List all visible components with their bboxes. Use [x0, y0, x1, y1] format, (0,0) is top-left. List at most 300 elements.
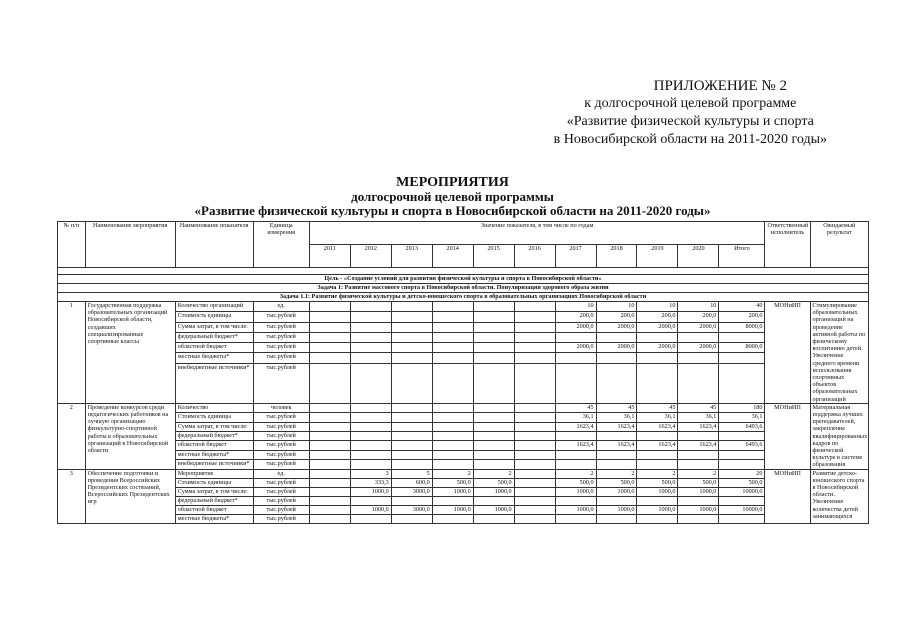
- value-cell: [432, 322, 473, 332]
- value-cell: [473, 441, 514, 450]
- year-cell: 2015: [473, 245, 514, 268]
- value-cell: 2000,0: [678, 343, 719, 353]
- value-cell: [432, 302, 473, 312]
- value-cell: 1623,4: [596, 441, 637, 450]
- value-cell: 333,3: [350, 478, 391, 487]
- value-cell: [391, 514, 432, 523]
- value-cell: 2000,0: [555, 322, 596, 332]
- unit-cell: тыс.рублей: [253, 413, 309, 422]
- value-cell: 1000,0: [596, 505, 637, 514]
- value-cell: [596, 332, 637, 342]
- header-number: № п/п: [58, 222, 86, 268]
- year-cell: 2019: [637, 245, 678, 268]
- value-cell: 1623,4: [596, 422, 637, 431]
- value-cell: [637, 332, 678, 342]
- value-cell: [391, 343, 432, 353]
- value-cell: [514, 432, 555, 441]
- value-cell: [596, 450, 637, 459]
- table-row: [58, 403, 869, 412]
- value-cell: 500,0: [596, 478, 637, 487]
- value-cell: 36,1: [719, 413, 765, 422]
- value-cell: 10000,0: [719, 505, 765, 514]
- unit-cell: тыс.рублей: [253, 450, 309, 459]
- value-cell: 500,0: [678, 478, 719, 487]
- header-values: Значение показателя, в том числе по годам: [309, 222, 765, 245]
- appendix-title: ПРИЛОЖЕНИЕ № 2: [653, 78, 787, 94]
- appendix-line: к долгосрочной целевой программе: [584, 96, 797, 111]
- value-cell: 2000,0: [596, 322, 637, 332]
- value-cell: [391, 322, 432, 332]
- value-cell: [391, 363, 432, 403]
- events-table: [57, 221, 869, 524]
- value-cell: 36,1: [637, 413, 678, 422]
- value-cell: 36,1: [678, 413, 719, 422]
- task-cell: Задача 1: Развитие массового спорта в Новосибирской области. Популяризация здорового образа жизни: [58, 284, 869, 293]
- value-cell: 1000,0: [555, 505, 596, 514]
- value-cell: [555, 460, 596, 469]
- value-cell: [637, 363, 678, 403]
- value-cell: 10: [637, 302, 678, 312]
- appendix-block: [554, 77, 827, 149]
- value-cell: [555, 450, 596, 459]
- value-cell: [350, 441, 391, 450]
- value-cell: [719, 353, 765, 363]
- value-cell: [678, 460, 719, 469]
- value-cell: [309, 353, 350, 363]
- result-cell: Стимулирование образовательных организаций на проведение активной работы по физическому воспитанию детей. Увеличение среднего времени использования спортивных объектов образовательных организаций: [810, 302, 868, 404]
- value-cell: [309, 403, 350, 412]
- value-cell: [309, 469, 350, 478]
- table-row: [58, 487, 869, 496]
- indicator-name: федеральный бюджет*: [175, 432, 253, 441]
- value-cell: [432, 450, 473, 459]
- event-name: Проведение конкурсов среди педагогических работников на лучшую организацию физкультурно-спортивной работы в образовательных организаций в Новосибирской области: [85, 403, 175, 469]
- value-cell: [432, 514, 473, 523]
- value-cell: [719, 460, 765, 469]
- value-cell: [514, 422, 555, 431]
- value-cell: 2: [555, 469, 596, 478]
- value-cell: 10: [555, 302, 596, 312]
- table-row: [58, 363, 869, 403]
- value-cell: 2000,0: [637, 343, 678, 353]
- responsible-cell: МОНиИП: [765, 403, 810, 469]
- value-cell: [473, 496, 514, 505]
- value-cell: [678, 353, 719, 363]
- value-cell: [555, 496, 596, 505]
- table-row: [58, 514, 869, 523]
- table-row: [58, 469, 869, 478]
- unit-cell: тыс.рублей: [253, 322, 309, 332]
- value-cell: 8000,0: [719, 343, 765, 353]
- value-cell: [514, 332, 555, 342]
- year-cell: 2017: [555, 245, 596, 268]
- event-name: Государственная поддержка образовательных организаций Новосибирской области, создавших специализированные спортивные классы: [85, 302, 175, 404]
- indicator-name: областной бюджет: [175, 505, 253, 514]
- value-cell: [391, 496, 432, 505]
- value-cell: 36,1: [555, 413, 596, 422]
- value-cell: 500,0: [473, 478, 514, 487]
- value-cell: [350, 363, 391, 403]
- value-cell: 200,0: [637, 312, 678, 322]
- value-cell: [514, 302, 555, 312]
- value-cell: 2: [473, 469, 514, 478]
- value-cell: [719, 363, 765, 403]
- value-cell: [514, 312, 555, 322]
- unit-cell: тыс.рублей: [253, 363, 309, 403]
- value-cell: [391, 353, 432, 363]
- value-cell: [555, 332, 596, 342]
- value-cell: [309, 312, 350, 322]
- value-cell: [391, 450, 432, 459]
- responsible-cell: МОНиИП: [765, 302, 810, 404]
- value-cell: [309, 343, 350, 353]
- value-cell: [596, 514, 637, 523]
- value-cell: 1000,0: [473, 487, 514, 496]
- value-cell: [514, 469, 555, 478]
- value-cell: 500,0: [719, 478, 765, 487]
- value-cell: 5: [391, 469, 432, 478]
- value-cell: [678, 496, 719, 505]
- value-cell: 2000,0: [596, 343, 637, 353]
- table-row: [58, 422, 869, 431]
- year-cell: 2018: [596, 245, 637, 268]
- value-cell: [309, 363, 350, 403]
- unit-cell: тыс.рублей: [253, 460, 309, 469]
- value-cell: [514, 505, 555, 514]
- value-cell: [432, 332, 473, 342]
- value-cell: 200,0: [596, 312, 637, 322]
- value-cell: [719, 332, 765, 342]
- heading-title: МЕРОПРИЯТИЯ: [396, 175, 509, 190]
- value-cell: 2: [637, 469, 678, 478]
- appendix-line: в Новосибирской области на 2011-2020 годы»: [553, 132, 827, 147]
- value-cell: 2: [596, 469, 637, 478]
- value-cell: [350, 343, 391, 353]
- value-cell: [473, 312, 514, 322]
- value-cell: [432, 496, 473, 505]
- value-cell: [637, 432, 678, 441]
- value-cell: [309, 505, 350, 514]
- value-cell: [391, 422, 432, 431]
- value-cell: [514, 487, 555, 496]
- value-cell: 45: [637, 403, 678, 412]
- value-cell: [391, 441, 432, 450]
- table-row: [58, 413, 869, 422]
- value-cell: [432, 312, 473, 322]
- value-cell: [596, 432, 637, 441]
- value-cell: [514, 450, 555, 459]
- value-cell: [350, 514, 391, 523]
- table-row: [58, 353, 869, 363]
- value-cell: [391, 432, 432, 441]
- value-cell: [309, 322, 350, 332]
- value-cell: [473, 514, 514, 523]
- value-cell: [309, 460, 350, 469]
- result-cell: Развитие детско-юношеского спорта в Новосибирской области. Увеличение количества детей занимающихся: [810, 469, 868, 523]
- table-row: [58, 505, 869, 514]
- value-cell: [309, 450, 350, 459]
- value-cell: [350, 322, 391, 332]
- value-cell: 1623,4: [637, 441, 678, 450]
- value-cell: [514, 363, 555, 403]
- header-event: Наименование мероприятия: [85, 222, 175, 268]
- header-responsible: Ответственный исполнитель: [765, 222, 810, 268]
- value-cell: [637, 496, 678, 505]
- value-cell: [309, 441, 350, 450]
- indicator-name: Сумма затрат, в том числе:: [175, 322, 253, 332]
- indicator-name: Сумма затрат, в том числе:: [175, 422, 253, 431]
- unit-cell: ед.: [253, 469, 309, 478]
- value-cell: [391, 403, 432, 412]
- appendix-line: «Развитие физической культуры и спорта: [566, 114, 814, 129]
- value-cell: 180: [719, 403, 765, 412]
- value-cell: [678, 514, 719, 523]
- value-cell: [309, 432, 350, 441]
- indicator-name: местные бюджеты*: [175, 514, 253, 523]
- value-cell: 1623,4: [555, 422, 596, 431]
- value-cell: [719, 432, 765, 441]
- indicator-name: внебюджетные источники*: [175, 460, 253, 469]
- table-header-row: [58, 222, 869, 245]
- event-number: 2: [58, 403, 86, 469]
- value-cell: 10: [596, 302, 637, 312]
- value-cell: [350, 496, 391, 505]
- year-cell: 2014: [432, 245, 473, 268]
- value-cell: [350, 422, 391, 431]
- value-cell: [555, 363, 596, 403]
- value-cell: 2000,0: [678, 322, 719, 332]
- event-number: 1: [58, 302, 86, 404]
- responsible-cell: МОНиИП: [765, 469, 810, 523]
- value-cell: 1000,0: [473, 505, 514, 514]
- value-cell: [432, 422, 473, 431]
- indicator-name: федеральный бюджет*: [175, 332, 253, 342]
- indicator-name: Мероприятие: [175, 469, 253, 478]
- unit-cell: тыс.рублей: [253, 441, 309, 450]
- table-row: [58, 460, 869, 469]
- year-cell: 2013: [391, 245, 432, 268]
- indicator-name: Стоимость единицы: [175, 478, 253, 487]
- value-cell: 3000,0: [391, 487, 432, 496]
- value-cell: 20: [719, 469, 765, 478]
- value-cell: [473, 332, 514, 342]
- value-cell: 8000,0: [719, 322, 765, 332]
- event-number: 3: [58, 469, 86, 523]
- value-cell: [514, 514, 555, 523]
- value-cell: 2: [678, 469, 719, 478]
- value-cell: 1000,0: [678, 505, 719, 514]
- value-cell: 1000,0: [555, 487, 596, 496]
- value-cell: 2000,0: [555, 343, 596, 353]
- value-cell: 600,0: [391, 478, 432, 487]
- indicator-name: Сумма затрат, в том числе:: [175, 487, 253, 496]
- value-cell: [719, 514, 765, 523]
- table-row: [58, 312, 869, 322]
- value-cell: 2000,0: [637, 322, 678, 332]
- value-cell: [473, 322, 514, 332]
- value-cell: 500,0: [637, 478, 678, 487]
- value-cell: [473, 353, 514, 363]
- heading-program-name: «Развитие физической культуры и спорта в Новосибирской области на 2011-2020 годы»: [194, 203, 711, 218]
- value-cell: 45: [555, 403, 596, 412]
- value-cell: 10000,0: [719, 487, 765, 496]
- indicator-name: Количество организаций: [175, 302, 253, 312]
- value-cell: [596, 460, 637, 469]
- value-cell: 500,0: [432, 478, 473, 487]
- value-cell: 2: [432, 469, 473, 478]
- indicator-name: Количество: [175, 403, 253, 412]
- value-cell: 500,0: [555, 478, 596, 487]
- document-heading: [0, 176, 905, 218]
- value-cell: 1623,4: [637, 422, 678, 431]
- indicator-name: Стоимость единицы: [175, 413, 253, 422]
- year-cell: Итого: [719, 245, 765, 268]
- year-cell: 2011: [309, 245, 350, 268]
- value-cell: [719, 450, 765, 459]
- value-cell: 1623,4: [678, 422, 719, 431]
- unit-cell: человек: [253, 403, 309, 412]
- value-cell: [473, 363, 514, 403]
- value-cell: [678, 450, 719, 459]
- value-cell: [555, 353, 596, 363]
- indicator-name: Стоимость единицы: [175, 312, 253, 322]
- unit-cell: тыс.рублей: [253, 422, 309, 431]
- value-cell: [514, 460, 555, 469]
- indicator-name: местные бюджеты*: [175, 450, 253, 459]
- value-cell: [350, 302, 391, 312]
- year-cell: 2016: [514, 245, 555, 268]
- table-row: [58, 343, 869, 353]
- value-cell: [432, 363, 473, 403]
- value-cell: 10: [678, 302, 719, 312]
- value-cell: [514, 478, 555, 487]
- heading-subtitle: долгосрочной целевой программы: [351, 189, 554, 204]
- value-cell: [678, 363, 719, 403]
- value-cell: 1000,0: [678, 487, 719, 496]
- value-cell: 6493,6: [719, 441, 765, 450]
- value-cell: [391, 413, 432, 422]
- table-row: [58, 302, 869, 312]
- value-cell: [350, 353, 391, 363]
- indicator-name: федеральный бюджет*: [175, 496, 253, 505]
- value-cell: [473, 450, 514, 459]
- table-row: [58, 441, 869, 450]
- value-cell: 1000,0: [432, 487, 473, 496]
- header-result: Ожидаемый результат: [810, 222, 868, 268]
- value-cell: [391, 332, 432, 342]
- unit-cell: тыс.рублей: [253, 432, 309, 441]
- value-cell: [637, 450, 678, 459]
- value-cell: [309, 302, 350, 312]
- goal-row: [58, 275, 869, 284]
- value-cell: [391, 312, 432, 322]
- value-cell: 6493,6: [719, 422, 765, 431]
- value-cell: [350, 403, 391, 412]
- value-cell: [473, 343, 514, 353]
- subtask-cell: Задача 1.1: Развитие физической культуры и детско-юношеского спорта в образовательных организациях Новосибирской области: [58, 293, 869, 302]
- value-cell: [432, 432, 473, 441]
- value-cell: [432, 441, 473, 450]
- value-cell: [432, 413, 473, 422]
- value-cell: [473, 302, 514, 312]
- value-cell: [432, 343, 473, 353]
- year-cell: 2012: [350, 245, 391, 268]
- value-cell: 40: [719, 302, 765, 312]
- value-cell: [719, 496, 765, 505]
- value-cell: [596, 363, 637, 403]
- value-cell: [514, 413, 555, 422]
- value-cell: [309, 413, 350, 422]
- value-cell: [596, 353, 637, 363]
- subtask-row: [58, 293, 869, 302]
- value-cell: [350, 413, 391, 422]
- value-cell: 200,0: [555, 312, 596, 322]
- value-cell: 1623,4: [555, 441, 596, 450]
- value-cell: 1000,0: [596, 487, 637, 496]
- unit-cell: тыс.рублей: [253, 343, 309, 353]
- spacer-cell: [58, 268, 869, 275]
- table-row: [58, 450, 869, 459]
- table-row: [58, 322, 869, 332]
- value-cell: [432, 403, 473, 412]
- value-cell: [637, 514, 678, 523]
- value-cell: [309, 478, 350, 487]
- value-cell: [514, 496, 555, 505]
- indicator-name: внебюджетные источники*: [175, 363, 253, 403]
- indicator-name: областной бюджет: [175, 441, 253, 450]
- unit-cell: ед.: [253, 302, 309, 312]
- value-cell: 1000,0: [350, 487, 391, 496]
- value-cell: [350, 332, 391, 342]
- value-cell: 1000,0: [637, 487, 678, 496]
- table-row: [58, 496, 869, 505]
- table-row: [58, 332, 869, 342]
- value-cell: [309, 422, 350, 431]
- goal-cell: Цель - «Создание условий для развития физической культуры и спорта в Новосибирской области»: [58, 275, 869, 284]
- year-cell: 2020: [678, 245, 719, 268]
- unit-cell: тыс.рублей: [253, 478, 309, 487]
- value-cell: [678, 432, 719, 441]
- value-cell: 1000,0: [432, 505, 473, 514]
- value-cell: [637, 460, 678, 469]
- value-cell: [350, 432, 391, 441]
- value-cell: 200,0: [678, 312, 719, 322]
- spacer-row: [58, 268, 869, 275]
- indicator-name: местные бюджеты*: [175, 353, 253, 363]
- indicator-name: областной бюджет: [175, 343, 253, 353]
- value-cell: 45: [596, 403, 637, 412]
- value-cell: [514, 403, 555, 412]
- value-cell: 3: [350, 469, 391, 478]
- value-cell: [514, 441, 555, 450]
- value-cell: [473, 413, 514, 422]
- header-indicator: Наименование показателя: [175, 222, 253, 268]
- unit-cell: тыс.рублей: [253, 332, 309, 342]
- task-row: [58, 284, 869, 293]
- unit-cell: тыс.рублей: [253, 487, 309, 496]
- value-cell: [309, 514, 350, 523]
- value-cell: [473, 422, 514, 431]
- value-cell: [432, 460, 473, 469]
- table-row: [58, 432, 869, 441]
- value-cell: 200,0: [719, 312, 765, 322]
- unit-cell: тыс.рублей: [253, 312, 309, 322]
- unit-cell: тыс.рублей: [253, 514, 309, 523]
- value-cell: [350, 312, 391, 322]
- header-unit: Единица измерения: [253, 222, 309, 268]
- value-cell: [473, 460, 514, 469]
- value-cell: [678, 332, 719, 342]
